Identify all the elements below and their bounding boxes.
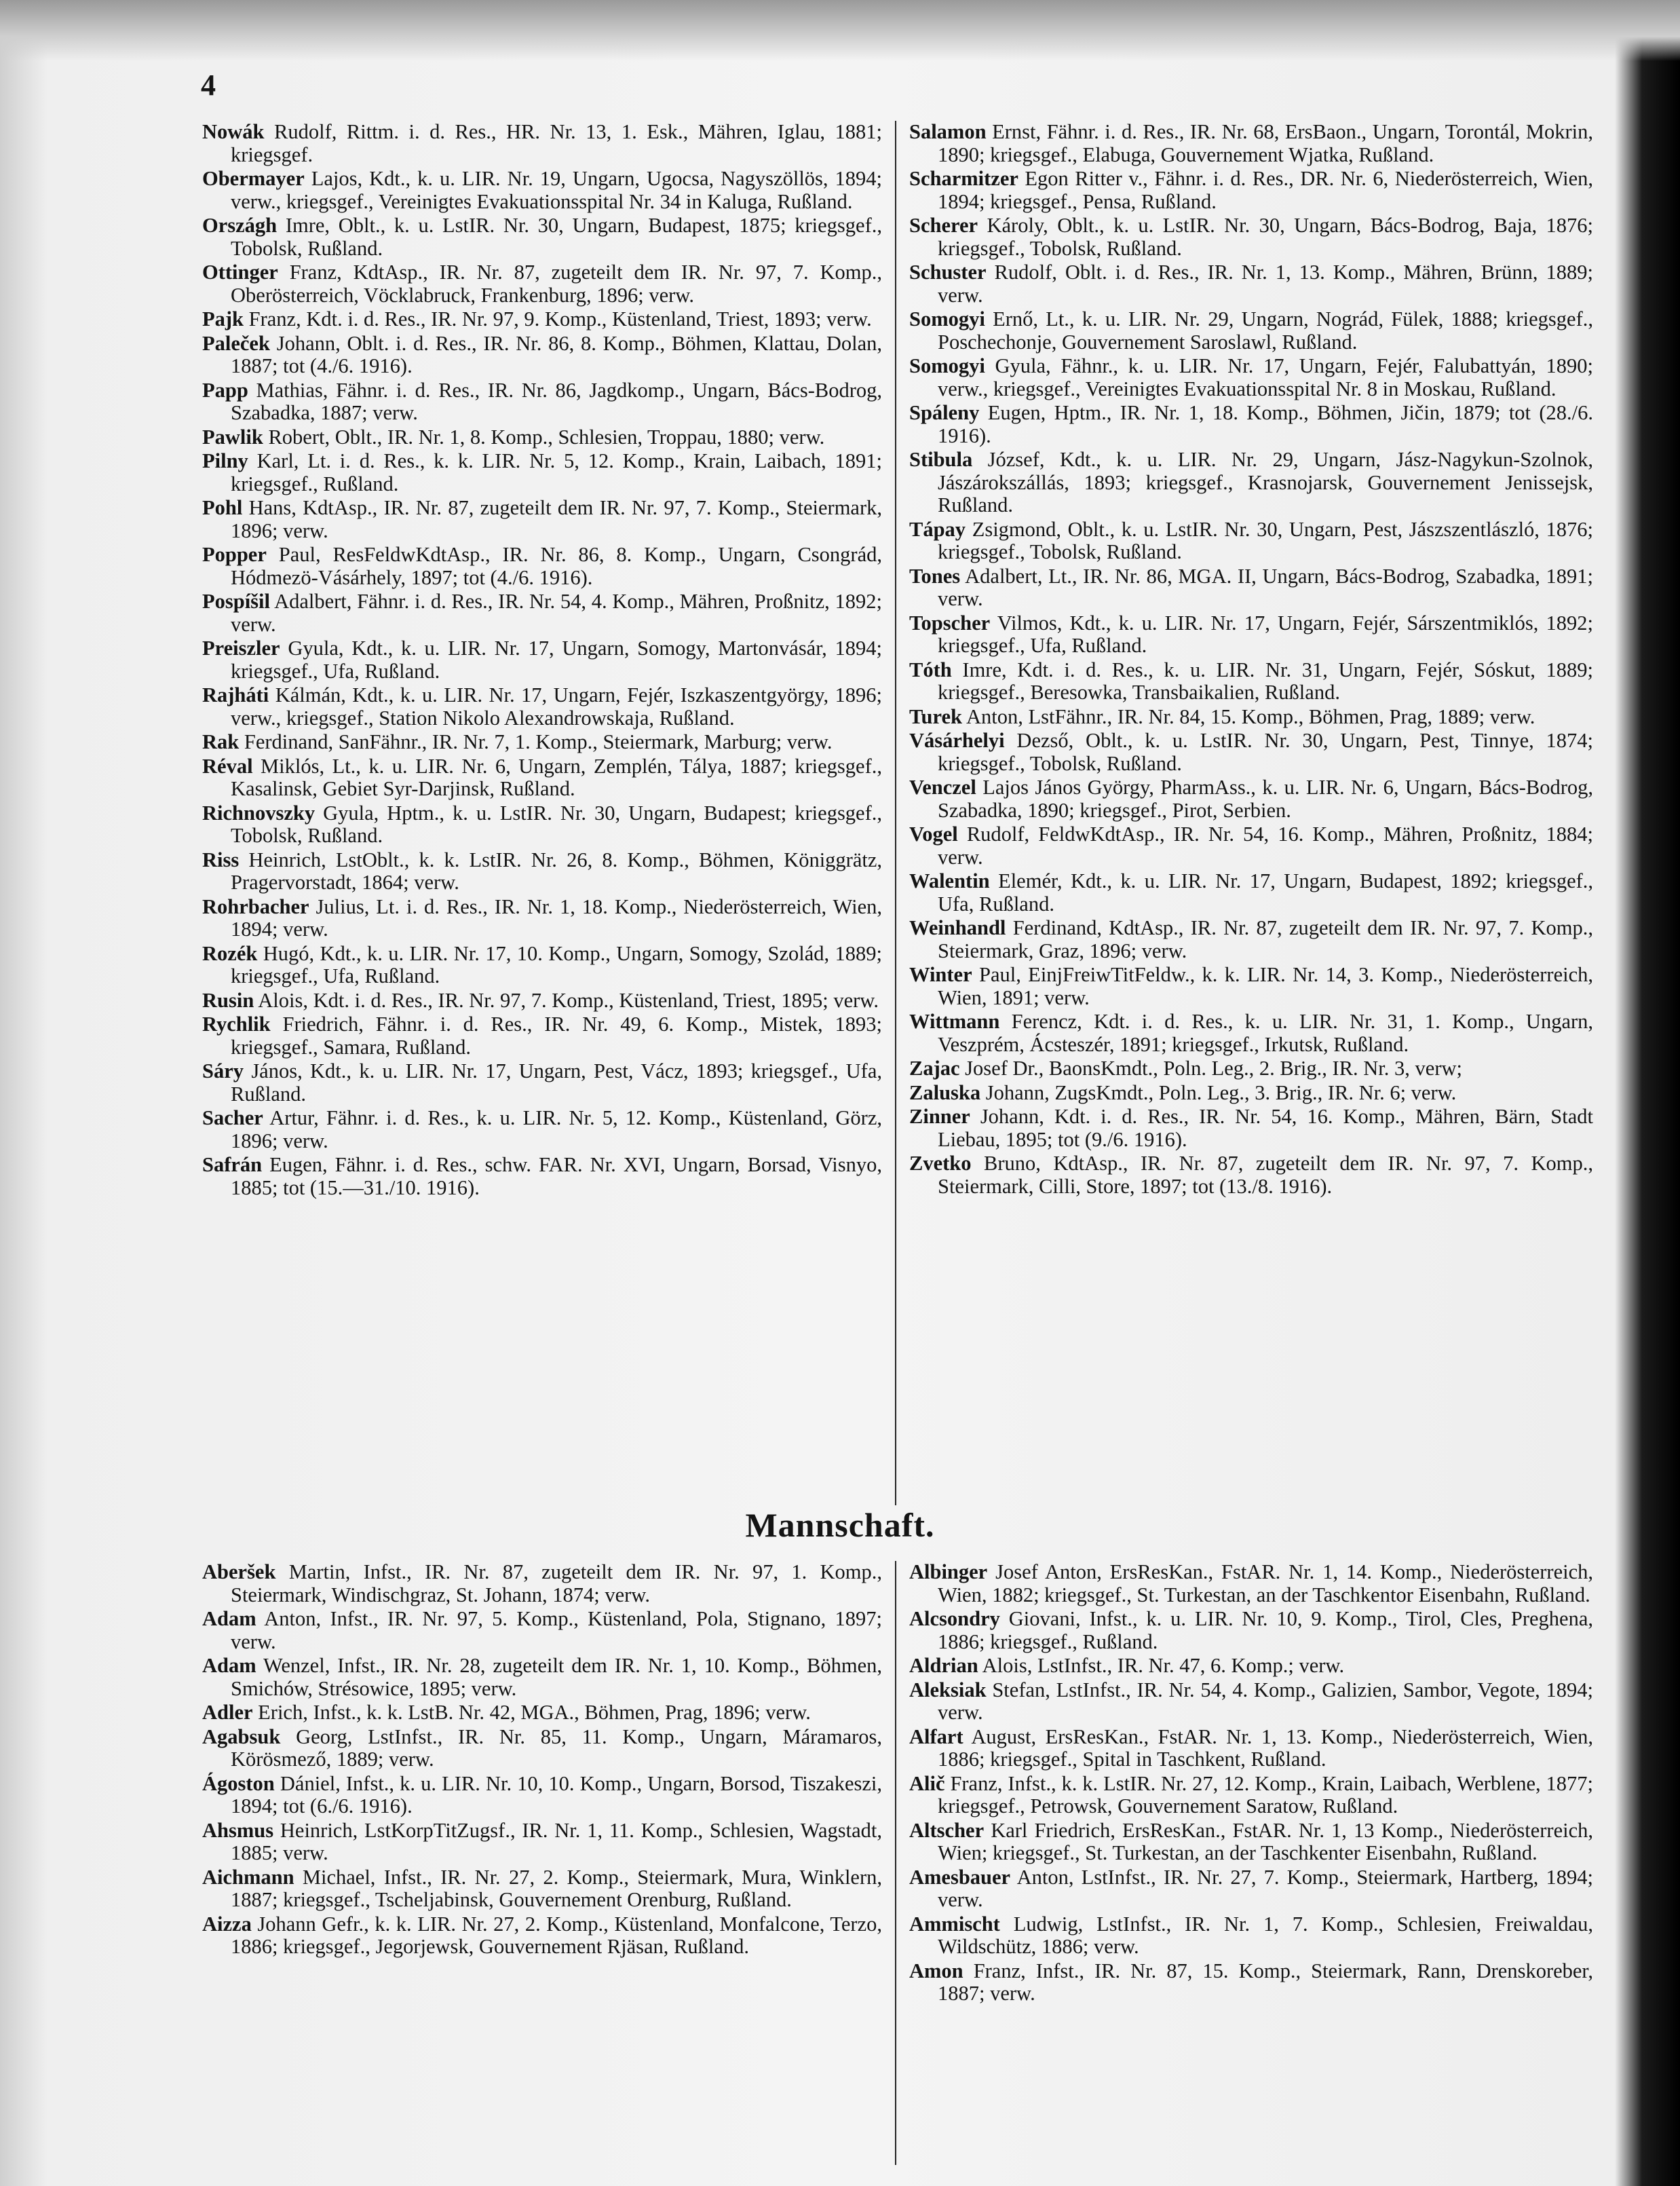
casualty-entry xyxy=(202,1726,882,1771)
entry-details: Vilmos, Kdt., k. u. LIR. Nr. 17, Ungarn, Fejér, Sárszentmiklós, 1892; kriegsgef., Ufa, Rußland. xyxy=(938,611,1594,657)
casualty-entry xyxy=(909,1082,1593,1105)
entry-surname: Rychlik xyxy=(202,1013,271,1036)
entry-surname: Zinner xyxy=(909,1105,970,1128)
casualty-entry xyxy=(909,1679,1593,1725)
entry-surname: Ahsmus xyxy=(202,1818,274,1842)
entry-details: Adalbert, Fähnr. i. d. Res., IR. Nr. 54, 4. Komp., Mähren, Proßnitz, 1892; verw. xyxy=(231,590,882,636)
casualty-entry xyxy=(202,333,882,378)
casualty-entry xyxy=(909,1773,1593,1818)
entry-surname: Ottinger xyxy=(202,261,278,284)
entry-details: Eugen, Fähnr. i. d. Res., schw. FAR. Nr. XVI, Ungarn, Borsad, Visnyo, 1885; tot (15.—31./10. 1916). xyxy=(231,1153,882,1199)
casualty-entry xyxy=(909,1057,1593,1080)
entry-details: Ludwig, LstInfst., IR. Nr. 1, 7. Komp., Schlesien, Freiwaldau, Wildschütz, 1886; verw. xyxy=(938,1912,1594,1958)
entry-details: Hans, KdtAsp., IR. Nr. 87, zugeteilt dem IR. Nr. 97, 7. Komp., Steiermark, 1896; verw. xyxy=(231,496,882,542)
entry-surname: Wittmann xyxy=(909,1010,1000,1033)
entry-surname: Schuster xyxy=(909,261,987,284)
entry-surname: Preiszler xyxy=(202,637,280,660)
entry-details: August, ErsResKan., FstAR. Nr. 1, 13. Komp., Niederösterreich, Wien, 1886; kriegsgef., Spital in Taschkent, Rußland. xyxy=(938,1725,1593,1771)
entry-details: Giovani, Infst., k. u. LIR. Nr. 10, 9. Komp., Tirol, Cles, Preghena, 1886; kriegsgef., Rußland. xyxy=(938,1607,1594,1653)
casualty-entry xyxy=(202,1820,882,1865)
entry-surname: Turek xyxy=(909,704,962,728)
casualty-entry xyxy=(909,659,1593,704)
entry-details: Georg, LstInfst., IR. Nr. 85, 11. Komp., Ungarn, Máramaros, Körösmező, 1889; verw. xyxy=(231,1725,883,1771)
entry-surname: Spáleny xyxy=(909,401,980,424)
casualty-entry xyxy=(202,426,882,449)
entry-surname: Agabsuk xyxy=(202,1725,281,1748)
entry-surname: Rusin xyxy=(202,988,254,1012)
entry-surname: Alcsondry xyxy=(909,1607,1000,1630)
entry-details: Josef Dr., BaonsKmdt., Poln. Leg., 2. Brig., IR. Nr. 3, verw; xyxy=(965,1057,1462,1080)
entry-details: Rudolf, FeldwKdtAsp., IR. Nr. 54, 16. Komp., Mähren, Proßnitz, 1884; verw. xyxy=(938,823,1593,869)
entry-details: Karl Friedrich, ErsResKan., FstAR. Nr. 1, 13 Komp., Niederösterreich, Wien; kriegsgef., St. Turkestan, an der Taschkenter Eisenbahn, Rußland. xyxy=(938,1818,1593,1864)
entry-surname: Nowák xyxy=(202,120,265,143)
casualty-entry xyxy=(202,990,882,1013)
entry-details: Josef Anton, ErsResKan., FstAR. Nr. 1, 14. Komp., Niederösterreich, Wien, 1882; kriegsgef., St. Turkestan, an der Taschkentor Eisenbahn, Rußland. xyxy=(938,1560,1594,1606)
entry-details: Stefan, LstInfst., IR. Nr. 54, 4. Komp., Galizien, Sambor, Vegote, 1894; verw. xyxy=(938,1678,1593,1724)
officers-column-right xyxy=(909,121,1593,1199)
men-column-right xyxy=(909,1561,1593,2007)
casualty-entry xyxy=(909,261,1593,307)
entry-details: Eugen, Hptm., IR. Nr. 1, 18. Komp., Böhmen, Jičin, 1879; tot (28./6. 1916). xyxy=(938,401,1594,447)
entry-details: Ernst, Fähnr. i. d. Res., IR. Nr. 68, ErsBaon., Ungarn, Torontál, Mokrin, 1890; kriegsgef., Elabuga, Gouvernement Wjatka, Rußland. xyxy=(938,120,1593,166)
entry-surname: Pawlik xyxy=(202,425,263,449)
casualty-entry xyxy=(202,637,882,683)
entry-details: Ernő, Lt., k. u. LIR. Nr. 29, Ungarn, Nográd, Fülek, 1888; kriegsgef., Poschechonje, Gouvernement Saroslawl, Rußland. xyxy=(938,307,1593,354)
entry-surname: Riss xyxy=(202,848,240,871)
entry-details: Egon Ritter v., Fähnr. i. d. Res., DR. Nr. 6, Niederösterreich, Wien, 1894; kriegsgef., Pensa, Rußland. xyxy=(938,167,1593,213)
column-divider xyxy=(895,121,896,1505)
entry-surname: Adler xyxy=(202,1701,253,1724)
entry-surname: Aleksiak xyxy=(909,1678,987,1701)
entry-surname: Alfart xyxy=(909,1725,963,1748)
casualty-entry xyxy=(202,1608,882,1653)
entry-details: Imre, Kdt. i. d. Res., k. u. LIR. Nr. 31, Ungarn, Fejér, Sóskut, 1889; kriegsgef., Beresowka, Transbaikalien, Rußland. xyxy=(938,658,1593,704)
casualty-entry xyxy=(202,450,882,495)
casualty-entry xyxy=(909,730,1593,775)
entry-surname: Scharmitzer xyxy=(909,167,1018,190)
casualty-entry xyxy=(909,776,1593,822)
entry-details: Julius, Lt. i. d. Res., IR. Nr. 1, 18. Komp., Niederösterreich, Wien, 1894; verw. xyxy=(231,894,883,941)
entry-surname: Országh xyxy=(202,214,278,237)
entry-details: Paul, ResFeldwKdtAsp., IR. Nr. 86, 8. Komp., Ungarn, Csongrád, Hódmezö-Vásárhely, 1897; tot (4./6. 1916). xyxy=(231,543,882,589)
entry-surname: Aberšek xyxy=(202,1560,276,1583)
entry-details: Dezső, Oblt., k. u. LstIR. Nr. 30, Ungarn, Pest, Tinnye, 1874; kriegsgef., Tobolsk, Rußland. xyxy=(938,729,1593,775)
casualty-entry xyxy=(909,1152,1593,1198)
entry-details: Paul, EinjFreiwTitFeldw., k. k. LIR. Nr. 14, 3. Komp., Niederösterreich, Wien, 1891; verw. xyxy=(938,963,1594,1009)
entry-surname: Pospíšil xyxy=(202,590,271,613)
entry-surname: Amon xyxy=(909,1959,963,1982)
entry-surname: Popper xyxy=(202,543,267,566)
entry-details: Gyula, Kdt., k. u. LIR. Nr. 17, Ungarn, Somogy, Martonvásár, 1894; kriegsgef., Ufa, Rußland. xyxy=(231,637,882,683)
entry-surname: Scherer xyxy=(909,214,978,237)
entry-details: Alois, Kdt. i. d. Res., IR. Nr. 97, 7. Komp., Küstenland, Triest, 1895; verw. xyxy=(258,988,879,1012)
entry-surname: Tones xyxy=(909,564,961,588)
entry-surname: Sáry xyxy=(202,1059,244,1082)
section-heading: Mannschaft. xyxy=(745,1506,935,1544)
entry-surname: Alič xyxy=(909,1771,945,1795)
entry-details: Elemér, Kdt., k. u. LIR. Nr. 17, Ungarn, Budapest, 1892; kriegsgef., Ufa, Rußland. xyxy=(938,869,1594,916)
casualty-entry xyxy=(202,1655,882,1700)
casualty-entry xyxy=(202,497,882,542)
entry-surname: Ágoston xyxy=(202,1771,275,1795)
casualty-entry xyxy=(202,1060,882,1106)
entry-details: Miklós, Lt., k. u. LIR. Nr. 6, Ungarn, Zemplén, Tálya, 1887; kriegsgef., Kasalinsk, Gebiet Syr-Darjinsk, Rußland. xyxy=(231,754,882,800)
casualty-entry xyxy=(909,1726,1593,1771)
casualty-entry xyxy=(909,355,1593,400)
entry-details: Ferencz, Kdt. i. d. Res., k. u. LIR. Nr. 31, 1. Komp., Ungarn, Veszprém, Ácsteszér, 1891; kriegsgef., Irkutsk, Rußland. xyxy=(938,1010,1594,1056)
entry-surname: Paleček xyxy=(202,331,270,355)
entry-surname: Altscher xyxy=(909,1818,985,1842)
casualty-entry xyxy=(909,449,1593,517)
casualty-entry xyxy=(909,214,1593,260)
casualty-entry xyxy=(202,121,882,166)
entry-details: Adalbert, Lt., IR. Nr. 86, MGA. II, Ungarn, Bács-Bodrog, Szabadka, 1891; verw. xyxy=(938,564,1593,610)
entry-details: Zsigmond, Oblt., k. u. LstIR. Nr. 30, Ungarn, Pest, Jászszentlászló, 1876; kriegsgef., Tobolsk, Rußland. xyxy=(938,517,1594,563)
entry-surname: Stibula xyxy=(909,448,973,471)
casualty-entry xyxy=(202,1701,882,1725)
entry-details: Bruno, KdtAsp., IR. Nr. 87, zugeteilt dem IR. Nr. 97, 7. Komp., Steiermark, Cilli, Store, 1897; tot (13./8. 1916). xyxy=(938,1152,1594,1198)
casualty-entry xyxy=(909,519,1593,564)
entry-surname: Weinhandl xyxy=(909,916,1006,939)
entry-details: Johann, ZugsKmdt., Poln. Leg., 3. Brig., IR. Nr. 6; verw. xyxy=(985,1080,1457,1104)
casualty-entry xyxy=(202,802,882,848)
casualty-entry xyxy=(909,168,1593,213)
entry-details: Imre, Oblt., k. u. LstIR. Nr. 30, Ungarn, Budapest, 1875; kriegsgef., Tobolsk, Rußland. xyxy=(231,214,882,260)
casualty-entry xyxy=(909,1655,1593,1678)
casualty-entry xyxy=(909,964,1593,1009)
entry-details: Gyula, Fähnr., k. u. LIR. Nr. 17, Ungarn, Fejér, Falubattyán, 1890; verw., kriegsgef., Vereinigtes Evakuationsspital Nr. 8 in Moskau, Rußland. xyxy=(938,354,1594,400)
casualty-entry xyxy=(909,1820,1593,1865)
column-divider xyxy=(895,1561,896,2165)
entry-surname: Rak xyxy=(202,730,240,753)
entry-details: Franz, Infst., IR. Nr. 87, 15. Komp., Steiermark, Rann, Drenskoreber, 1887; verw. xyxy=(938,1959,1593,2005)
entry-details: Anton, LstFähnr., IR. Nr. 84, 15. Komp., Böhmen, Prag, 1889; verw. xyxy=(966,704,1535,728)
entry-details: Wenzel, Infst., IR. Nr. 28, zugeteilt dem IR. Nr. 1, 10. Komp., Böhmen, Smichów, Strésowice, 1895; verw. xyxy=(231,1654,882,1700)
entry-details: Johann, Kdt. i. d. Res., IR. Nr. 54, 16. Komp., Mähren, Bärn, Stadt Liebau, 1895; tot (9./6. 1916). xyxy=(938,1105,1594,1151)
casualty-entry xyxy=(202,731,882,754)
entry-details: Lajos, Kdt., k. u. LIR. Nr. 19, Ungarn, Ugocsa, Nagyszöllös, 1894; verw., kriegsgef., Vereinigtes Evakuationsspital Nr. 34 in Kaluga, Rußland. xyxy=(231,167,883,213)
casualty-entry xyxy=(909,402,1593,447)
entry-details: Friedrich, Fähnr. i. d. Res., IR. Nr. 49, 6. Komp., Mistek, 1893; kriegsgef., Samara, Rußland. xyxy=(231,1013,882,1059)
entry-details: Ferdinand, SanFähnr., IR. Nr. 7, 1. Komp., Steiermark, Marburg; verw. xyxy=(244,730,833,753)
casualty-entry xyxy=(202,168,882,213)
entry-details: Artur, Fähnr. i. d. Res., k. u. LIR. Nr. 5, 12. Komp., Küstenland, Görz, 1896; verw. xyxy=(231,1106,882,1152)
entry-surname: Aldrian xyxy=(909,1654,978,1677)
entry-surname: Vásárhelyi xyxy=(909,729,1005,752)
entry-details: Ferdinand, KdtAsp., IR. Nr. 87, zugeteilt dem IR. Nr. 97, 7. Komp., Steiermark, Graz, 1896; verw. xyxy=(938,916,1593,962)
entry-surname: Obermayer xyxy=(202,167,305,190)
casualty-entry xyxy=(909,917,1593,962)
casualty-entry xyxy=(202,1773,882,1818)
entry-surname: Topscher xyxy=(909,611,991,635)
casualty-entry xyxy=(909,1866,1593,1912)
entry-surname: Tóth xyxy=(909,658,952,681)
casualty-entry xyxy=(202,1013,882,1059)
scan-shadow-top xyxy=(0,0,1680,61)
entry-surname: Sacher xyxy=(202,1106,263,1129)
entry-details: Karl, Lt. i. d. Res., k. k. LIR. Nr. 5, 12. Komp., Krain, Laibach, 1891; kriegsgef., Rußland. xyxy=(231,449,882,495)
entry-surname: Rajháti xyxy=(202,683,269,706)
entry-surname: Tápay xyxy=(909,517,966,541)
casualty-entry xyxy=(909,565,1593,611)
entry-details: János, Kdt., k. u. LIR. Nr. 17, Ungarn, Pest, Vácz, 1893; kriegsgef., Ufa, Rußland. xyxy=(231,1059,883,1106)
entry-surname: Vogel xyxy=(909,823,958,846)
entry-surname: Zvetko xyxy=(909,1152,972,1175)
casualty-entry xyxy=(909,706,1593,729)
entry-details: Franz, KdtAsp., IR. Nr. 87, zugeteilt dem IR. Nr. 97, 7. Komp., Oberösterreich, Vöcklabruck, Frankenburg, 1896; verw. xyxy=(231,261,883,307)
entry-surname: Rohrbacher xyxy=(202,894,309,918)
casualty-entry xyxy=(202,1107,882,1152)
casualty-entry xyxy=(202,590,882,636)
entry-details: Rudolf, Oblt. i. d. Res., IR. Nr. 1, 13. Komp., Mähren, Brünn, 1889; verw. xyxy=(938,261,1594,307)
entry-surname: Somogyi xyxy=(909,354,985,377)
casualty-entry xyxy=(202,684,882,730)
casualty-entry xyxy=(909,870,1593,916)
entry-surname: Zajac xyxy=(909,1057,960,1080)
entry-surname: Ammischt xyxy=(909,1912,1000,1936)
entry-surname: Winter xyxy=(909,963,972,986)
entry-details: Károly, Oblt., k. u. LstIR. Nr. 30, Ungarn, Bács-Bodrog, Baja, 1876; kriegsgef., Tobolsk, Rußland. xyxy=(938,214,1593,260)
entry-surname: Aizza xyxy=(202,1912,252,1936)
casualty-entry xyxy=(202,544,882,589)
entry-details: Robert, Oblt., IR. Nr. 1, 8. Komp., Schlesien, Troppau, 1880; verw. xyxy=(268,425,825,449)
entry-surname: Richnovszky xyxy=(202,801,316,825)
entry-details: Mathias, Fähnr. i. d. Res., IR. Nr. 86, Jagdkomp., Ungarn, Bács-Bodrog, Szabadka, 1887; verw. xyxy=(231,378,882,424)
entry-details: Franz, Kdt. i. d. Res., IR. Nr. 97, 9. Komp., Küstenland, Triest, 1893; verw. xyxy=(248,307,872,331)
entry-details: Johann Gefr., k. k. LIR. Nr. 27, 2. Komp., Küstenland, Monfalcone, Terzo, 1886; kriegsgef., Jegorjewsk, Gouvernement Rjäsan, Rußland. xyxy=(231,1912,883,1958)
casualty-entry xyxy=(909,1608,1593,1653)
entry-details: Martin, Infst., IR. Nr. 87, zugeteilt dem IR. Nr. 97, 1. Komp., Steiermark, Windischgraz, St. Johann, 1874; verw. xyxy=(231,1560,883,1606)
casualty-entry xyxy=(909,1913,1593,1959)
casualty-entry xyxy=(202,896,882,941)
casualty-entry xyxy=(909,308,1593,354)
entry-surname: Pohl xyxy=(202,496,243,519)
entry-surname: Safrán xyxy=(202,1153,263,1176)
entry-details: Michael, Infst., IR. Nr. 27, 2. Komp., Steiermark, Mura, Winklern, 1887; kriegsgef., Tscheljabinsk, Gouvernement Orenburg, Rußland. xyxy=(231,1865,882,1911)
casualty-entry xyxy=(202,1866,882,1912)
entry-surname: Walentin xyxy=(909,869,990,892)
entry-details: Anton, LstInfst., IR. Nr. 27, 7. Komp., Steiermark, Hartberg, 1894; verw. xyxy=(938,1865,1593,1911)
entry-surname: Venczel xyxy=(909,776,976,799)
entry-surname: Pajk xyxy=(202,307,244,331)
entry-surname: Adam xyxy=(202,1654,256,1677)
entry-details: Kálmán, Kdt., k. u. LIR. Nr. 17, Ungarn, Fejér, Iszkaszentgyörgy, 1896; verw., kriegsgef., Station Nikolo Alexandrowskaja, Rußland. xyxy=(231,683,882,730)
entry-surname: Amesbauer xyxy=(909,1865,1011,1889)
casualty-entry xyxy=(909,1960,1593,2005)
casualty-entry xyxy=(202,1154,882,1199)
entry-details: József, Kdt., k. u. LIR. Nr. 29, Ungarn, Jász-Nagykun-Szolnok, Jászárokszállás, 1893; kriegsgef., Krasnojarsk, Gouvernement Jenissejsk, Rußland. xyxy=(938,448,1593,516)
men-column-left xyxy=(202,1561,882,1960)
entry-details: Rudolf, Rittm. i. d. Res., HR. Nr. 13, 1. Esk., Mähren, Iglau, 1881; kriegsgef. xyxy=(231,120,882,166)
casualty-entry xyxy=(909,612,1593,658)
casualty-entry xyxy=(909,1106,1593,1151)
casualty-entry xyxy=(202,308,882,331)
casualty-entry xyxy=(202,755,882,801)
entry-details: Heinrich, LstKorpTitZugsf., IR. Nr. 1, 11. Komp., Schlesien, Wagstadt, 1885; verw. xyxy=(231,1818,882,1864)
casualty-entry xyxy=(202,214,882,260)
casualty-entry xyxy=(909,1011,1593,1056)
casualty-entry xyxy=(909,121,1593,166)
entry-details: Hugó, Kdt., k. u. LIR. Nr. 17, 10. Komp., Ungarn, Somogy, Szolád, 1889; kriegsgef., Ufa, Rußland. xyxy=(231,941,883,987)
entry-surname: Salamon xyxy=(909,120,987,143)
entry-surname: Aichmann xyxy=(202,1865,294,1889)
entry-details: Gyula, Hptm., k. u. LstIR. Nr. 30, Ungarn, Budapest; kriegsgef., Tobolsk, Rußland. xyxy=(231,801,883,847)
entry-surname: Adam xyxy=(202,1607,256,1630)
entry-surname: Somogyi xyxy=(909,307,985,331)
casualty-entry xyxy=(202,261,882,307)
entry-details: Alois, LstInfst., IR. Nr. 47, 6. Komp.; verw. xyxy=(982,1654,1345,1677)
casualty-entry xyxy=(202,1913,882,1959)
entry-surname: Pilny xyxy=(202,449,248,472)
entry-surname: Réval xyxy=(202,754,253,778)
entry-surname: Zaluska xyxy=(909,1080,981,1104)
casualty-entry xyxy=(202,1561,882,1606)
entry-surname: Albinger xyxy=(909,1560,988,1583)
entry-surname: Rozék xyxy=(202,941,258,965)
entry-details: Franz, Infst., k. k. LstIR. Nr. 27, 12. Komp., Krain, Laibach, Werblene, 1877; kriegsgef., Petrowsk, Gouvernement Saratow, Rußland. xyxy=(938,1771,1593,1817)
entry-details: Lajos János György, PharmAss., k. u. LIR. Nr. 6, Ungarn, Bács-Bodrog, Szabadka, 1890; kriegsgef., Pirot, Serbien. xyxy=(938,776,1593,822)
entry-details: Anton, Infst., IR. Nr. 97, 5. Komp., Küstenland, Pola, Stignano, 1897; verw. xyxy=(231,1607,882,1653)
casualty-entry xyxy=(909,823,1593,869)
entry-details: Heinrich, LstOblt., k. k. LstIR. Nr. 26, 8. Komp., Böhmen, Königgrätz, Pragervorstadt, 1864; verw. xyxy=(231,848,883,894)
casualty-entry xyxy=(202,943,882,988)
casualty-entry xyxy=(202,379,882,425)
page-number: 4 xyxy=(201,69,216,102)
casualty-entry xyxy=(202,849,882,894)
entry-surname: Papp xyxy=(202,378,248,402)
entry-details: Erich, Infst., k. k. LstB. Nr. 42, MGA., Böhmen, Prag, 1896; verw. xyxy=(258,1701,811,1724)
casualty-entry xyxy=(909,1561,1593,1606)
entry-details: Dániel, Infst., k. u. LIR. Nr. 10, 10. Komp., Ungarn, Borsod, Tiszakeszi, 1894; tot (6./6. 1916). xyxy=(231,1771,882,1817)
entry-details: Johann, Oblt. i. d. Res., IR. Nr. 86, 8. Komp., Böhmen, Klattau, Dolan, 1887; tot (4./6. 1916). xyxy=(231,331,882,377)
officers-column-left xyxy=(202,121,882,1201)
